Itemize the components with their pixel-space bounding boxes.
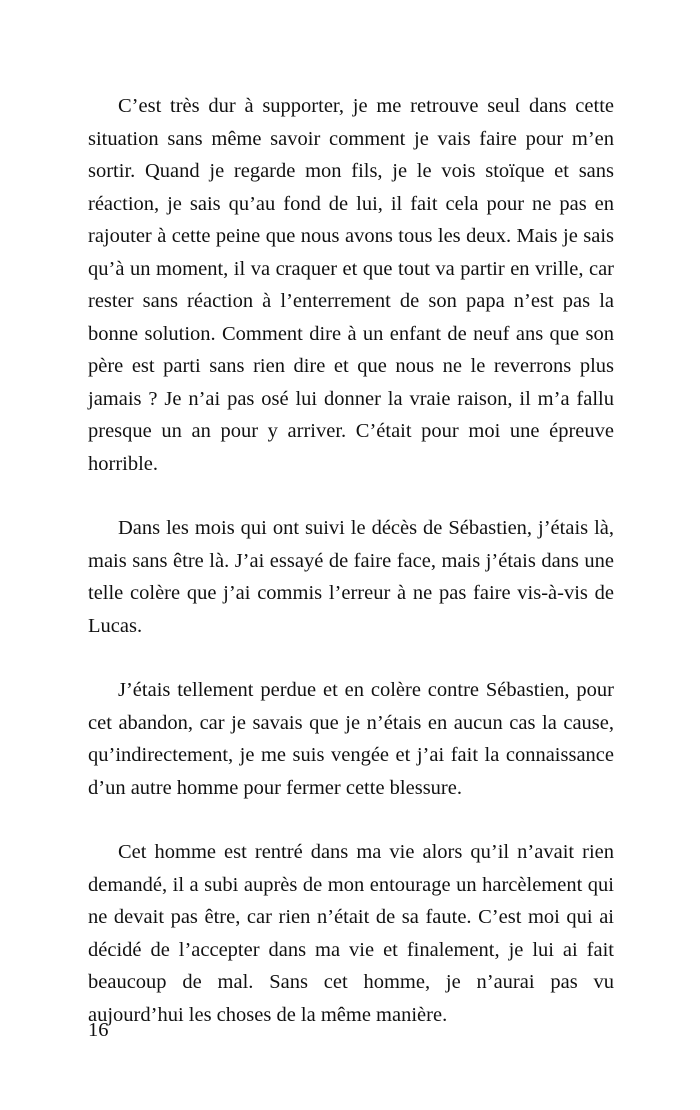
paragraph-1: C’est très dur à supporter, je me retrouve seul dans cette situation sans même savoir comment je vais faire pour m’en sortir. Quand je regarde mon fils, je le vois stoïque et sans réaction, je sais qu’au fond de lui, il fait cela pour ne pas en rajouter à cette peine que nous avons tous les deux. Mais je sais qu’à un moment, il va craquer et que tout va partir en vrille, car rester sans réaction à l’enterrement de son papa n’est pas la bonne solution. Comment dire à un enfant de neuf ans que son père est parti sans rien dire et que nous ne le reverrons plus jamais ? Je n’ai pas osé lui donner la vraie raison, il m’a fallu presque un an pour y arriver. C’était pour moi une épreuve horrible. [88,95,614,475]
paragraph-3: J’étais tellement perdue et en colère contre Sébastien, pour cet abandon, car je savais que je n’étais en aucun cas la cause, qu’indirectement, je me suis vengée et j’ai fait la connaissance d’un autre homme pour fermer cette blessure. [88,679,614,799]
body-text [88,90,614,1063]
paragraph-2: Dans les mois qui ont suivi le décès de Sébastien, j’étais là, mais sans être là. J’ai essayé de faire face, mais j’étais dans une telle colère que j’ai commis l’erreur à ne pas faire vis-à-vis de Lucas. [88,517,614,637]
paragraph-4: Cet homme est rentré dans ma vie alors qu’il n’avait rien demandé, il a subi auprès de mon entourage un harcèlement qui ne devait pas être, car rien n’était de sa faute. C’est moi qui ai décidé de l’accepter dans ma vie et finalement, je lui ai fait beaucoup de mal. Sans cet homme, je n’aurai pas vu aujourd’hui les choses de la même manière. [88,841,614,1026]
page-number: 16 [88,1019,109,1041]
